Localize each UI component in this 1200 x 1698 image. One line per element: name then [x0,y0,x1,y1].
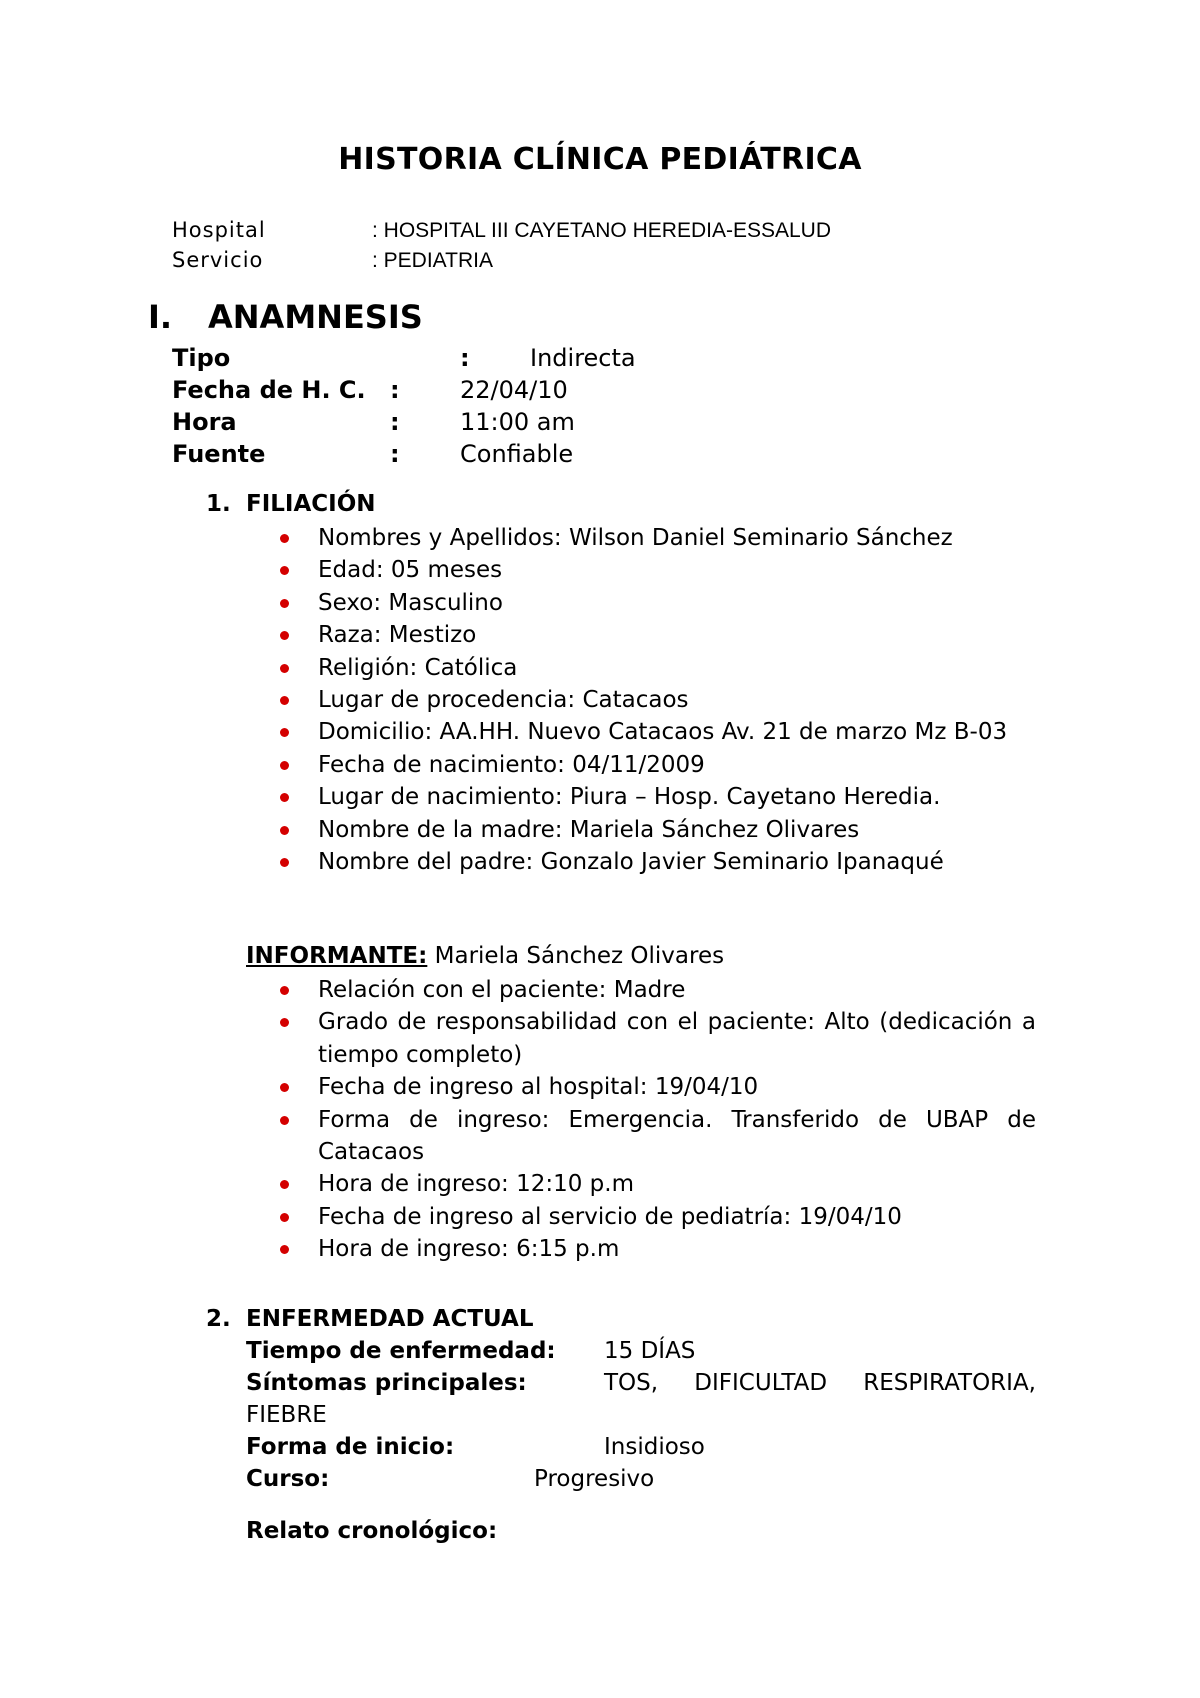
list-item: Relación con el paciente: Madre [280,974,1036,1006]
bullet-icon [280,728,289,737]
bullet-icon [280,793,289,802]
relato-row [246,1518,497,1544]
informante-label: INFORMANTE: [246,943,428,969]
list-item: Fecha de ingreso al hospital: 19/04/10 [280,1071,1036,1103]
servicio-row [172,248,493,273]
field-value: 11:00 am [460,408,575,436]
servicio-value: : PEDIATRIA [372,249,493,272]
list-item: Fecha de ingreso al servicio de pediatría: 19/04/10 [280,1201,1036,1233]
bullet-icon [280,696,289,705]
anamnesis-row-hora [172,408,575,436]
list-item: Nombre de la madre: Mariela Sánchez Olivares [280,814,1036,846]
bullet-icon [280,826,289,835]
bullet-icon [280,1116,289,1125]
list-item: Edad: 05 meses [280,554,1036,586]
filiacion-list [280,522,1036,878]
tiempo-row [246,1338,695,1364]
anamnesis-row-tipo [172,344,636,372]
subsection-number: 1. [206,491,231,517]
bullet-icon [280,631,289,640]
servicio-label: Servicio [172,248,264,272]
curso-row [246,1466,654,1492]
forma-row [246,1434,705,1460]
tiempo-label: Tiempo de enfermedad: [246,1338,556,1364]
sintomas-continuation: FIEBRE [246,1402,327,1428]
anamnesis-row-fuente [172,440,573,468]
subsection-enfermedad [206,1306,533,1332]
relato-label: Relato cronológico: [246,1518,498,1544]
sintomas-value: TOS, DIFICULTAD RESPIRATORIA, [604,1370,1036,1396]
bullet-icon [280,534,289,543]
list-item: Sexo: Masculino [280,587,1036,619]
sintomas-label: Síntomas principales: [246,1370,527,1396]
list-item: Nombre del padre: Gonzalo Javier Seminario Ipanaqué [280,846,1036,878]
forma-value: Insidioso [604,1434,705,1460]
list-item: Lugar de procedencia: Catacaos [280,684,1036,716]
bullet-icon [280,566,289,575]
field-colon: : [390,376,400,404]
anamnesis-row-fecha [172,376,568,404]
tiempo-value: 15 DÍAS [604,1338,696,1364]
list-item: Nombres y Apellidos: Wilson Daniel Seminario Sánchez [280,522,1036,554]
list-item: Religión: Católica [280,652,1036,684]
bullet-icon [280,1213,289,1222]
subsection-title: FILIACIÓN [246,491,376,517]
subsection-filiacion [206,491,376,517]
hospital-label: Hospital [172,218,266,242]
section-number: I. [148,298,173,336]
section-heading [148,298,423,336]
hospital-row [172,218,831,243]
field-label: Fecha de H. C. [172,376,366,404]
subsection-number: 2. [206,1306,231,1332]
informante-line [246,943,724,969]
sintomas-row [246,1370,1036,1396]
bullet-icon [280,664,289,673]
curso-label: Curso: [246,1466,330,1492]
bullet-icon [280,1245,289,1254]
field-label: Tipo [172,344,231,372]
curso-value: Progresivo [534,1466,655,1492]
informante-list [280,974,1036,1266]
field-value: Confiable [460,440,574,468]
field-value: 22/04/10 [460,376,568,404]
list-item: Fecha de nacimiento: 04/11/2009 [280,749,1036,781]
forma-label: Forma de inicio: [246,1434,455,1460]
bullet-icon [280,1083,289,1092]
bullet-icon [280,599,289,608]
bullet-icon [280,1180,289,1189]
list-item: Forma de ingreso: Emergencia. Transferido de UBAP de Catacaos [280,1104,1036,1169]
list-item: Hora de ingreso: 6:15 p.m [280,1233,1036,1265]
field-value: Indirecta [530,344,636,372]
field-colon: : [460,344,470,372]
list-item: Grado de responsabilidad con el paciente: Alto (dedicación a tiempo completo) [280,1006,1036,1071]
field-label: Fuente [172,440,266,468]
bullet-icon [280,1018,289,1027]
list-item: Hora de ingreso: 12:10 p.m [280,1168,1036,1200]
informante-value: Mariela Sánchez Olivares [427,943,725,969]
field-label: Hora [172,408,237,436]
list-item: Domicilio: AA.HH. Nuevo Catacaos Av. 21 de marzo Mz B-03 [280,716,1036,748]
document-title: HISTORIA CLÍNICA PEDIÁTRICA [338,142,862,177]
hospital-value: : HOSPITAL III CAYETANO HEREDIA-ESSALUD [372,219,831,242]
subsection-title: ENFERMEDAD ACTUAL [246,1306,534,1332]
bullet-icon [280,986,289,995]
section-title: ANAMNESIS [208,298,423,336]
bullet-icon [280,858,289,867]
bullet-icon [280,761,289,770]
list-item: Raza: Mestizo [280,619,1036,651]
list-item: Lugar de nacimiento: Piura – Hosp. Cayetano Heredia. [280,781,1036,813]
field-colon: : [390,408,400,436]
field-colon: : [390,440,400,468]
